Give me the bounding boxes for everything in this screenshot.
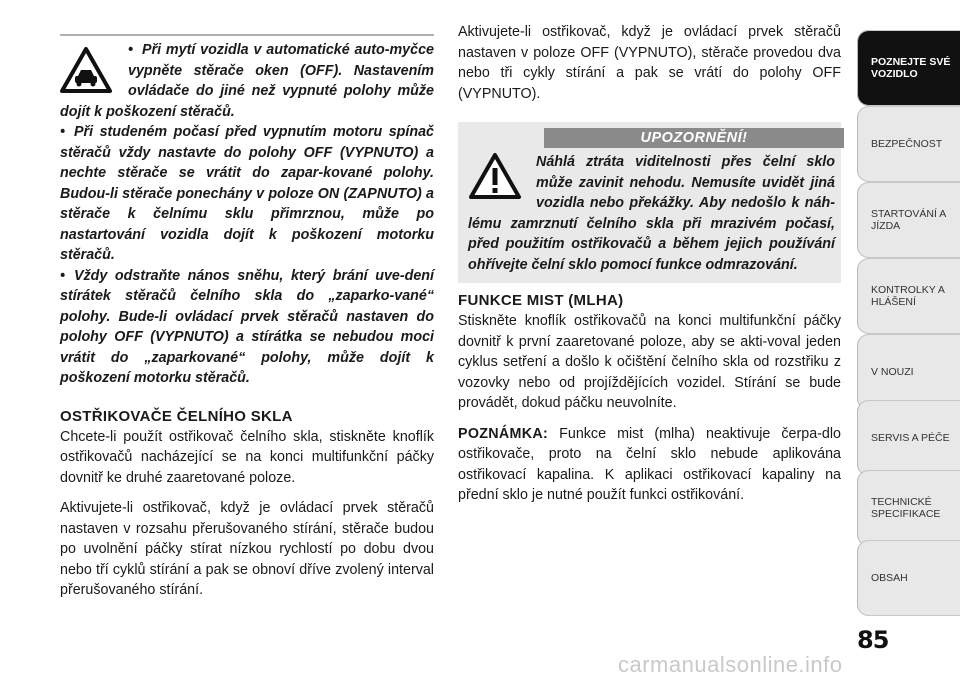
watermark: carmanualsonline.info — [618, 652, 843, 677]
tab-label: SERVIS A PÉČE — [871, 432, 950, 444]
tab-label: KONTROLKY A HLÁŠENÍ — [871, 284, 945, 308]
tab-poznejte-sve-vozidlo[interactable] — [857, 30, 960, 106]
tab-label: OBSAH — [871, 572, 908, 584]
note-label: POZNÁMKA: — [458, 425, 549, 442]
tab-startovani[interactable] — [857, 182, 960, 258]
divider — [60, 34, 434, 36]
tab-label: POZNEJTE SVÉ VOZIDLO — [871, 56, 951, 80]
paragraph: Stiskněte knoflík ostřikovačů na konci multifunkční páčky dovnitř k první zaaretované poloze, aby se akti-voval jeden cyklus setření a došlo k očištění čelního skla od rozstřiku z vozovky nebo od projíždějících vozidel. Stírání se bude provádět, dokud páčku neuvolníte. — [458, 313, 841, 411]
tab-v-nouzi[interactable] — [857, 334, 960, 410]
tab-label: TECHNICKÉ SPECIFIKACE — [871, 496, 941, 520]
warning-bullet-3: • Vždy odstraňte nános sněhu, který brání uve-dení stírátek stěračů čelního skla do „zaparko-vané“ polohy. Bude-li ovládací prvek stěračů nastaven do polohy OFF (VYPNUTO) a stírátka se nebudou moci vrátit do „zaparkované“ polohy, může dojít k poškození motorku stěračů. — [60, 267, 434, 386]
tab-label: V NOUZI — [871, 366, 914, 378]
section-heading-washers: OSTŘIKOVAČE ČELNÍHO SKLA — [60, 407, 293, 425]
tab-label: BEZPEČNOST — [871, 138, 943, 150]
paragraph: Aktivujete-li ostřikovač, když je ovládací prvek stěračů nastaven v rozsahu přerušovaného stírání, stěrače budou po uvolnění páčky stírat nízkou rychlostí po dobu dvou nebo tří cyklů stírání a pak se obnoví dříve zvolený interval přerušovaného stírání. — [60, 500, 434, 598]
warning-block — [60, 40, 434, 389]
exclamation-warning-icon — [468, 152, 524, 200]
right-column — [458, 0, 841, 506]
caution-title: UPOZORNĚNÍ! — [544, 128, 844, 148]
paragraph: Chcete-li použít ostřikovač čelního skla, stiskněte knoflík ostřikovačů nacházející se na konci multifunkční páčky dovnitř ke druhé zaaretované poloze. — [60, 428, 434, 486]
paragraph: Aktivujete-li ostřikovač, když je ovládací prvek stěračů nastaven v poloze OFF (VYPNUTO), stěrače provedou dva nebo tři cykly stírání a pak se vrátí do polohy OFF (VYPNUTO). — [458, 24, 841, 102]
tab-technicke[interactable] — [857, 470, 960, 546]
caution-box — [458, 122, 841, 283]
tab-servis[interactable] — [857, 400, 960, 476]
car-wash-warning-icon — [60, 46, 118, 98]
note-paragraph — [458, 424, 841, 506]
tab-kontrolky[interactable] — [857, 258, 960, 334]
section-heading-mist: FUNKCE MIST (MLHA) — [458, 292, 624, 309]
left-column — [60, 0, 434, 601]
warning-bullet-2: • Při studeném počasí před vypnutím motoru spínač stěračů vždy nastavte do polohy OFF (VYPNUTO) a nechte stěrače se vrátit do zapar-kované polohy. Budou-li stěrače ponechány v poloze ON (ZAPNUTO) a stěrače k čelnímu sklu přimrznou, může po nastartování vozidla dojít k poškození motorku stěračů. — [60, 124, 434, 263]
tab-obsah[interactable] — [857, 540, 960, 616]
warning-bullet-1: • Při mytí vozidla v automatické auto-myčce vypněte stěrače oken (OFF). Nastavením ovládače do jiné než vypnuté polohy může dojít k poškození stěračů. — [60, 42, 434, 120]
tab-label: STARTOVÁNÍ A JÍZDA — [871, 208, 946, 232]
caution-text: Náhlá ztráta viditelnosti přes čelní sklo může zavinit nehodu. Nemusíte uvidět jiná vozidla nebo překážky. Aby nedošlo k náh-lému zamrznutí čelního skla při mrazivém počasí, před použitím ostřikovačů a během jejich používání ohřívejte čelní sklo pomocí funkce odmrazování. — [468, 154, 835, 273]
tab-bezpecnost[interactable] — [857, 106, 960, 182]
page-number: 85 — [857, 626, 889, 654]
note-text: Funkce mist (mlha) neaktivuje čerpa-dlo ostřikovače, proto na čelní sklo nebude aplikována ostřikovací kapalina. K aplikaci ostřikovací kapaliny na přední sklo je nutné použít funkci ostřikování. — [458, 425, 841, 503]
